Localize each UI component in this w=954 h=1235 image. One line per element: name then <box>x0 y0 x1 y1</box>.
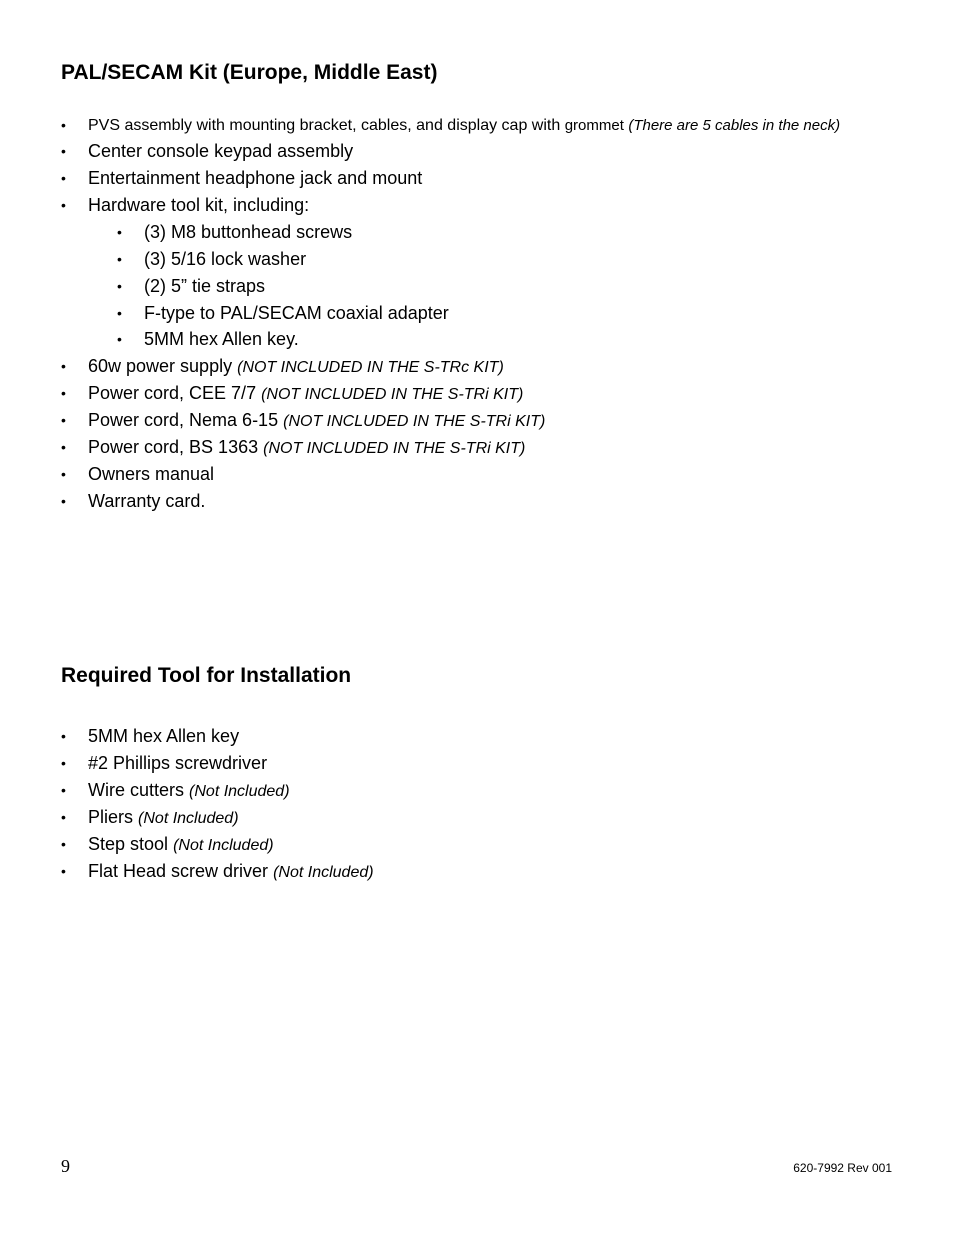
item-note: (NOT INCLUDED IN THE S-TRc KIT) <box>237 359 504 376</box>
bullet-icon: • <box>61 755 66 771</box>
bullet-icon: • <box>61 809 66 825</box>
section-title-pal-secam-kit: PAL/SECAM Kit (Europe, Middle East) <box>61 61 438 84</box>
page-number: 9 <box>61 1156 70 1176</box>
item-note: (Not Included) <box>189 783 290 800</box>
item-note: (Not Included) <box>138 810 239 827</box>
item-text: 60w power supply <box>88 356 233 376</box>
item-note: (NOT INCLUDED IN THE S-TRi KIT) <box>261 386 524 403</box>
bullet-icon: • <box>61 117 66 133</box>
item-text: 5MM hex Allen key. <box>144 329 299 349</box>
bullet-icon: • <box>61 412 66 428</box>
bullet-icon: • <box>117 305 122 321</box>
item-text: Step stool <box>88 834 169 854</box>
bullet-icon: • <box>61 466 66 482</box>
item-text: (3) 5/16 lock washer <box>144 249 307 269</box>
document-id: 620-7992 Rev 001 <box>793 1161 892 1175</box>
item-text: Entertainment headphone jack and mount <box>88 168 423 188</box>
item-text: Wire cutters <box>88 780 185 800</box>
item-text: F-type to PAL/SECAM coaxial adapter <box>144 303 449 323</box>
bullet-icon: • <box>61 170 66 186</box>
item-note: (NOT INCLUDED IN THE S-TRi KIT) <box>263 440 526 457</box>
bullet-icon: • <box>61 439 66 455</box>
item-note: (Not Included) <box>173 837 274 854</box>
item-text: Owners manual <box>88 464 215 484</box>
item-text: Power cord, CEE 7/7 <box>88 383 257 403</box>
bullet-icon: • <box>117 331 122 347</box>
item-text: Pliers <box>88 807 134 827</box>
bullet-icon: • <box>117 224 122 240</box>
item-text: #2 Phillips screwdriver <box>88 753 268 773</box>
item-text: Power cord, BS 1363 <box>88 437 259 457</box>
item-text: Warranty card. <box>88 491 206 511</box>
bullet-icon: • <box>117 278 122 294</box>
item-text: Hardware tool kit, including: <box>88 195 310 215</box>
section-title-required-tools: Required Tool for Installation <box>61 664 352 687</box>
bullet-icon: • <box>61 493 66 509</box>
bullet-icon: • <box>61 728 66 744</box>
item-text: (3) M8 buttonhead screws <box>144 222 353 242</box>
bullet-icon: • <box>61 143 66 159</box>
item-text: Flat Head screw driver <box>88 861 269 881</box>
bullet-icon: • <box>61 197 66 213</box>
item-note: (NOT INCLUDED IN THE S-TRi KIT) <box>283 413 546 430</box>
bullet-icon: • <box>61 358 66 374</box>
item-text: Power cord, Nema 6-15 <box>88 410 279 430</box>
bullet-icon: • <box>117 251 122 267</box>
item-extra: grommet <box>564 117 624 134</box>
bullet-icon: • <box>61 836 66 852</box>
bullet-icon: • <box>61 385 66 401</box>
item-text: 5MM hex Allen key <box>88 726 240 746</box>
bullet-icon: • <box>61 782 66 798</box>
item-text: (2) 5” tie straps <box>144 276 266 296</box>
item-note: (Not Included) <box>273 864 374 881</box>
item-text: PVS assembly with mounting bracket, cables, and display cap with <box>88 117 561 134</box>
item-note: (There are 5 cables in the neck) <box>628 117 841 134</box>
bullet-icon: • <box>61 863 66 879</box>
item-text: Center console keypad assembly <box>88 141 354 161</box>
